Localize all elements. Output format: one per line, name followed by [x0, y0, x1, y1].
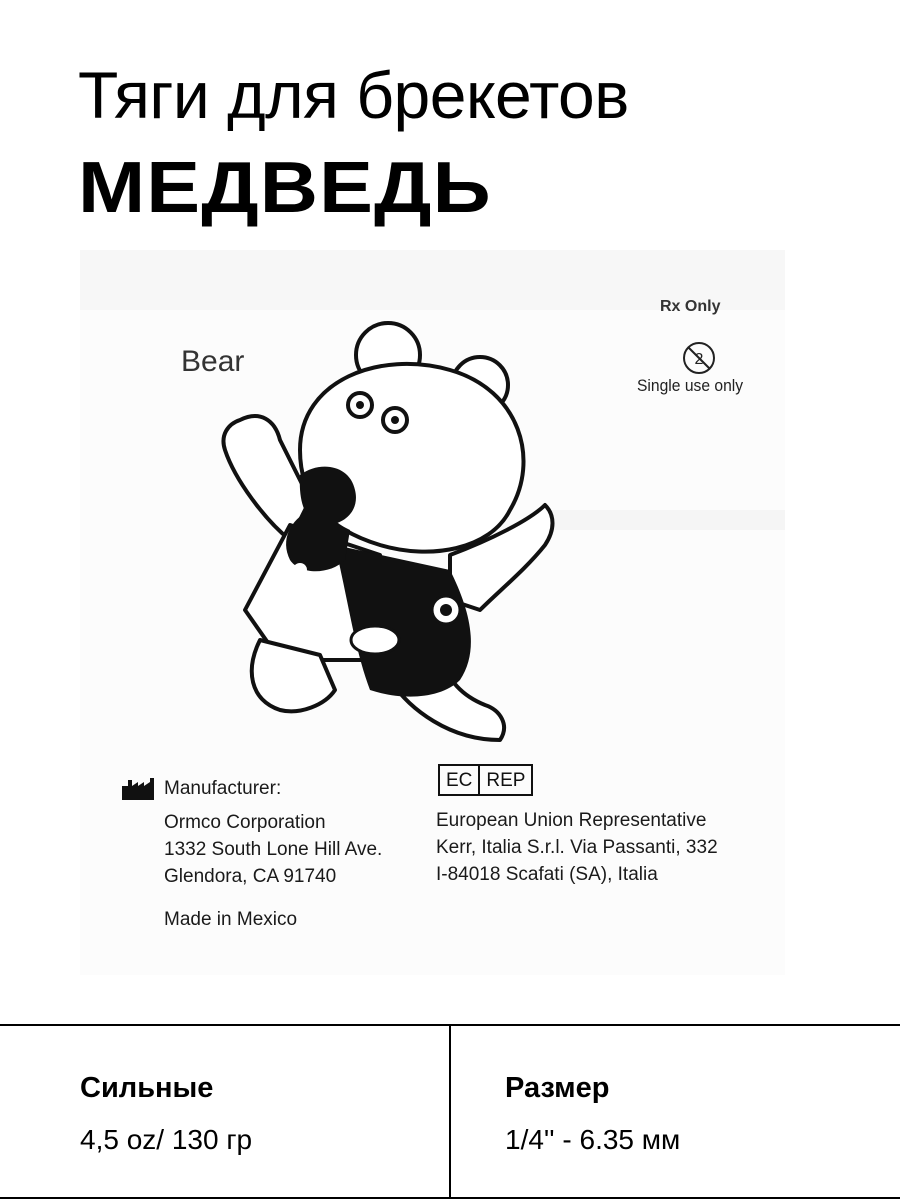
ec-rep-part: EC [446, 770, 473, 791]
single-use-label: Single use only [637, 376, 744, 395]
eu-rep-line: I-84018 Scafati (SA), Italia [436, 864, 658, 885]
svg-text:2: 2 [694, 351, 704, 368]
product-subtitle: МЕДВЕДЬ [78, 148, 492, 228]
ec-rep-symbol [438, 764, 533, 796]
no-reuse-icon [681, 340, 717, 376]
made-in-label: Made in Mexico [164, 909, 298, 930]
spec-value: 1/4'' - 6.35 мм [505, 1124, 681, 1155]
manufacturer-line: Ormco Corporation [164, 812, 326, 833]
manufacturer-line: Glendora, CA 91740 [164, 866, 337, 887]
package-label-photo [80, 250, 785, 975]
spec-heading: Размер [505, 1072, 610, 1104]
product-title: Тяги для брекетов [78, 58, 629, 132]
bear-illustration [150, 310, 570, 750]
manufacturer-label: Manufacturer: [164, 778, 282, 799]
bear-name-label: Bear [181, 345, 245, 378]
spec-value: 4,5 oz/ 130 гр [80, 1124, 253, 1155]
factory-icon [122, 776, 156, 800]
eu-rep-line: Kerr, Italia S.r.l. Via Passanti, 332 [436, 837, 718, 858]
eu-rep-line: European Union Representative [436, 810, 707, 831]
manufacturer-line: 1332 South Lone Hill Ave. [164, 839, 383, 860]
spec-divider [449, 1026, 451, 1197]
spec-heading: Сильные [80, 1072, 214, 1104]
rx-only-label: Rx Only [660, 298, 721, 315]
ec-rep-part: REP [478, 766, 531, 794]
spec-table [0, 1024, 900, 1199]
